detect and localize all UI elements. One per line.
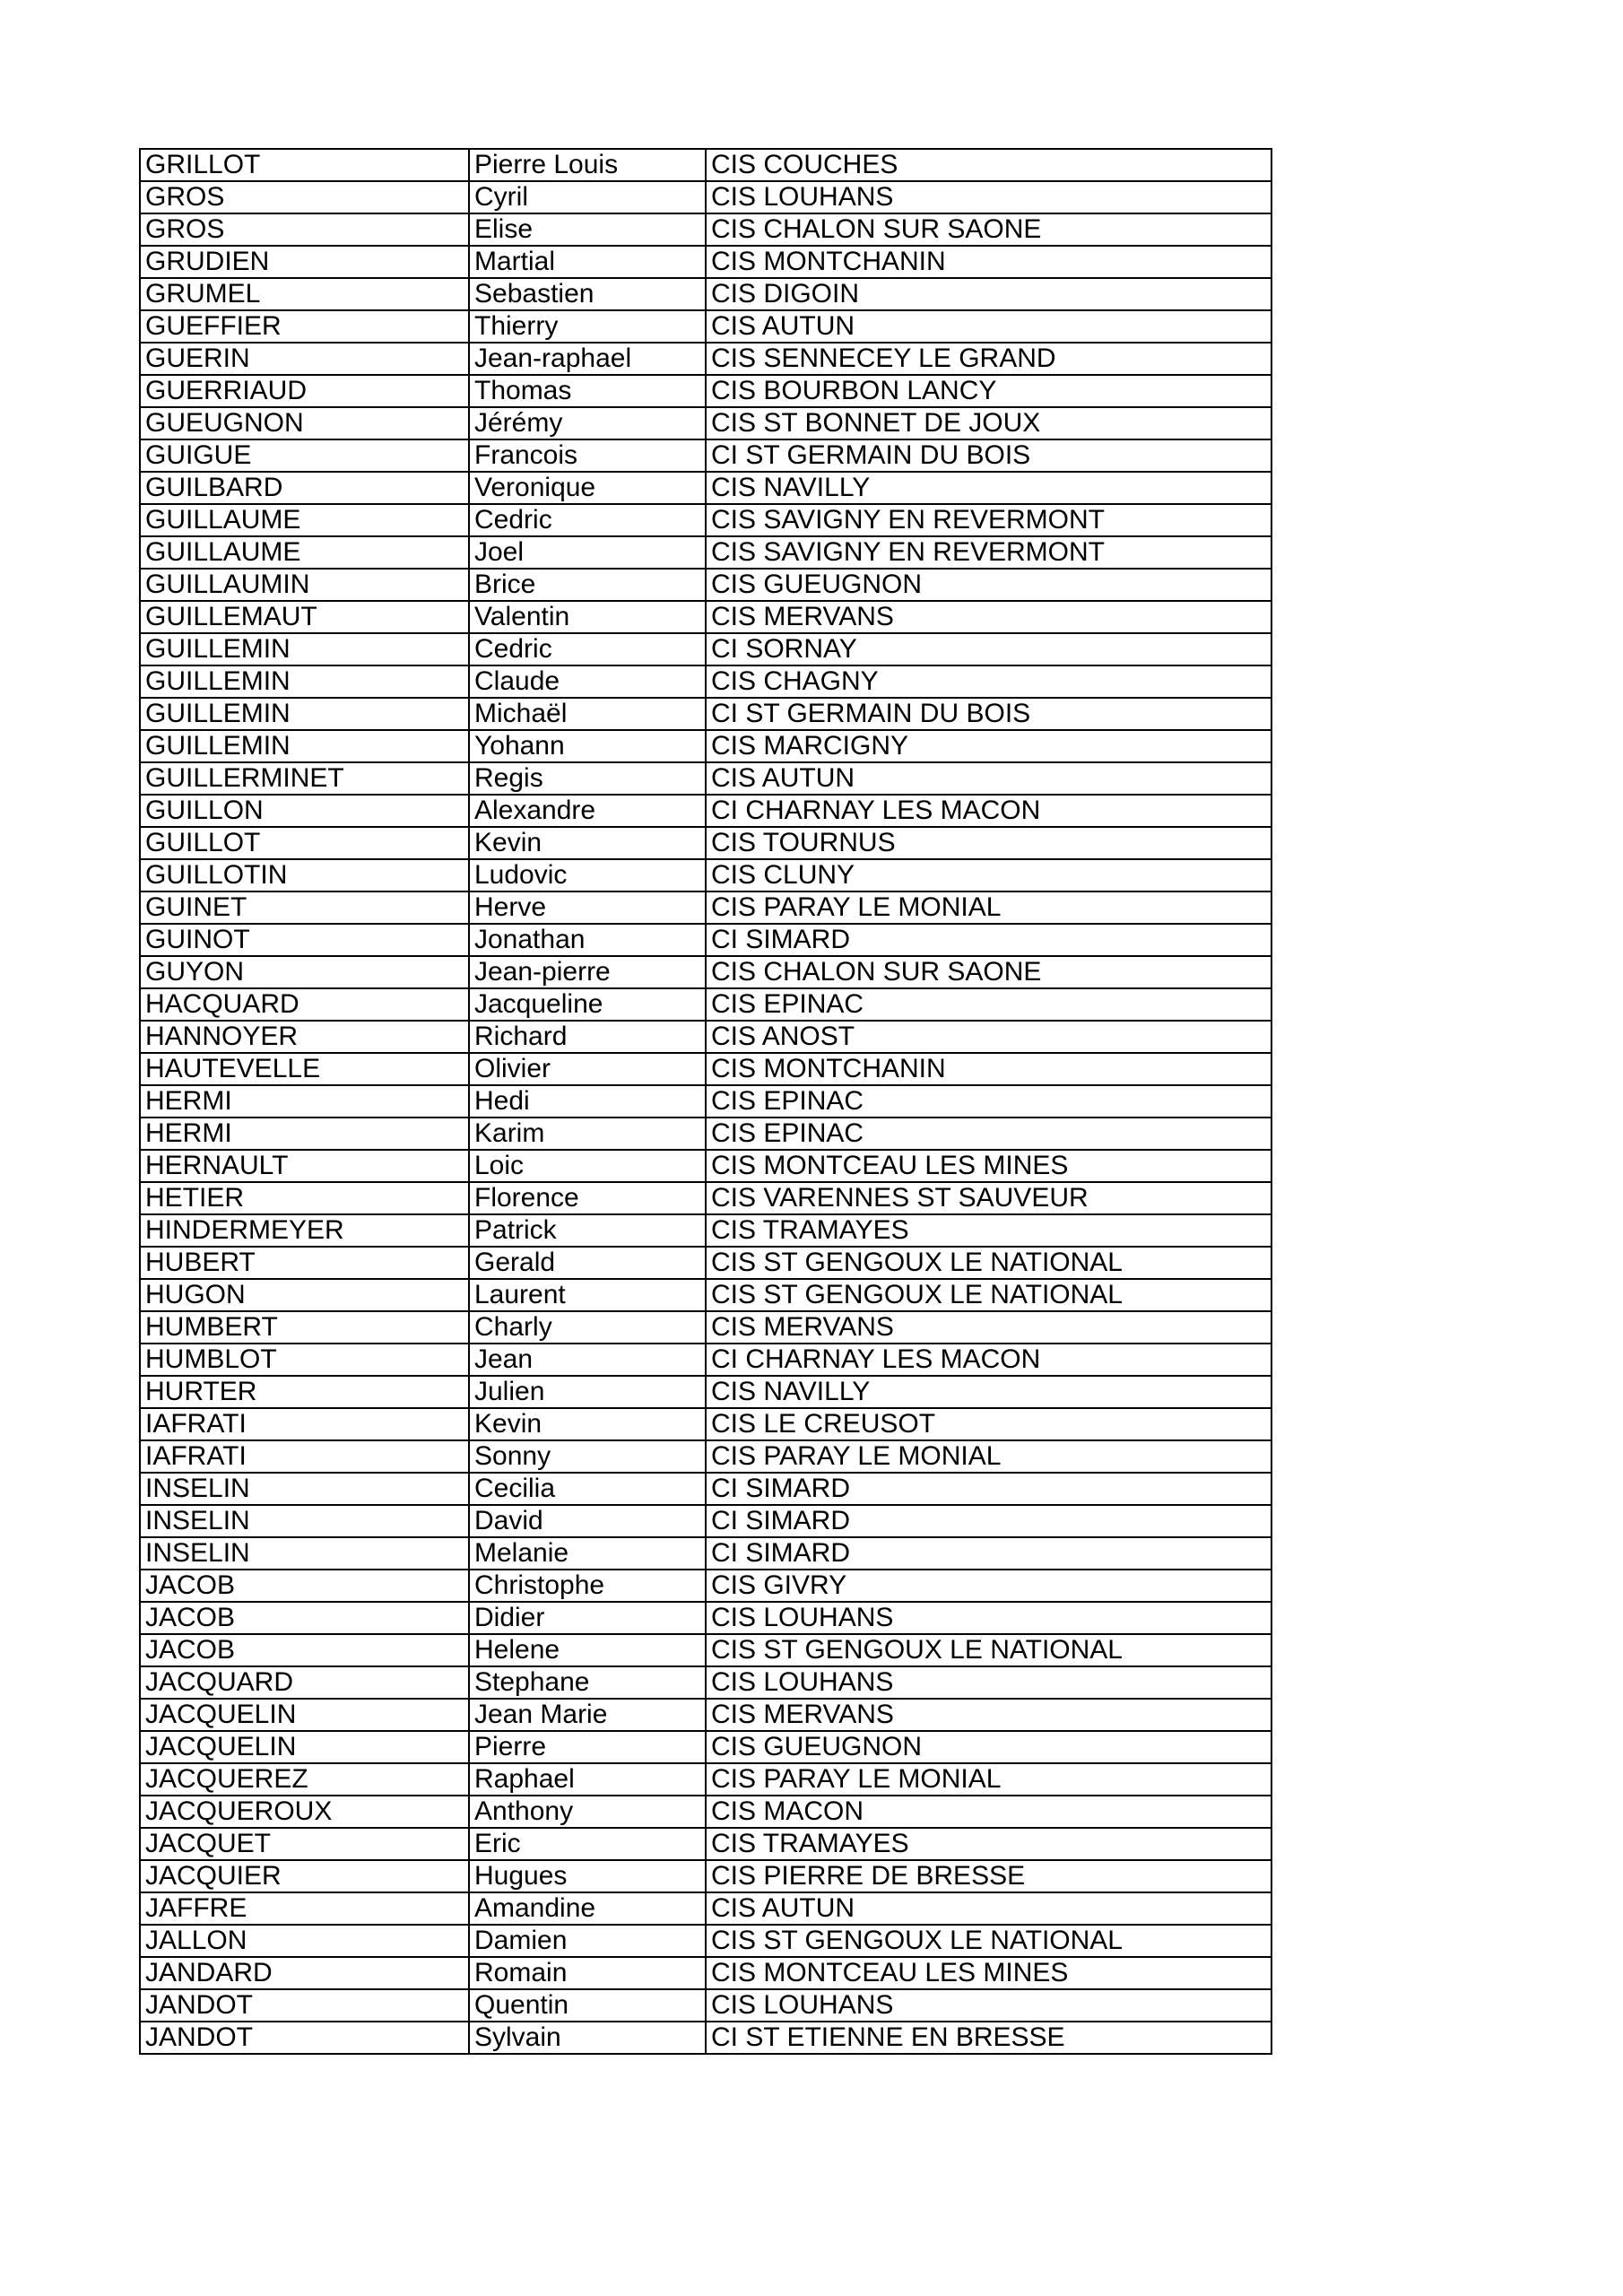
- last-name-cell: HERMI: [140, 1085, 469, 1118]
- first-name-cell: Brice: [469, 569, 706, 601]
- first-name-cell: Eric: [469, 1828, 706, 1860]
- last-name-cell: HERMI: [140, 1118, 469, 1150]
- last-name-cell: JANDOT: [140, 2022, 469, 2054]
- table-row: [140, 1053, 1271, 1085]
- table-row: [140, 1214, 1271, 1247]
- station-cell: CI CHARNAY LES MACON: [706, 1344, 1271, 1376]
- station-cell: CIS AUTUN: [706, 1892, 1271, 1925]
- table-row: [140, 1376, 1271, 1408]
- station-cell: CIS MERVANS: [706, 601, 1271, 633]
- station-cell: CI CHARNAY LES MACON: [706, 795, 1271, 827]
- table-row: [140, 1666, 1271, 1699]
- station-cell: CIS ANOST: [706, 1021, 1271, 1053]
- station-cell: CIS MONTCHANIN: [706, 246, 1271, 278]
- station-cell: CIS CHAGNY: [706, 665, 1271, 698]
- roster-table-body: [140, 149, 1271, 2054]
- table-row: [140, 246, 1271, 278]
- station-cell: CIS LE CREUSOT: [706, 1408, 1271, 1440]
- station-cell: CIS PIERRE DE BRESSE: [706, 1860, 1271, 1892]
- last-name-cell: GUILLEMIN: [140, 633, 469, 665]
- table-row: [140, 1247, 1271, 1279]
- last-name-cell: GUEFFIER: [140, 310, 469, 343]
- first-name-cell: Jean: [469, 1344, 706, 1376]
- station-cell: CIS SAVIGNY EN REVERMONT: [706, 536, 1271, 569]
- last-name-cell: GUERIN: [140, 343, 469, 375]
- station-cell: CI ST GERMAIN DU BOIS: [706, 439, 1271, 472]
- table-row: [140, 1440, 1271, 1473]
- first-name-cell: Thierry: [469, 310, 706, 343]
- first-name-cell: Patrick: [469, 1214, 706, 1247]
- last-name-cell: GUILLON: [140, 795, 469, 827]
- last-name-cell: HINDERMEYER: [140, 1214, 469, 1247]
- last-name-cell: GUILLAUME: [140, 536, 469, 569]
- table-row: [140, 1828, 1271, 1860]
- table-row: [140, 1408, 1271, 1440]
- last-name-cell: JAFFRE: [140, 1892, 469, 1925]
- first-name-cell: Karim: [469, 1118, 706, 1150]
- table-row: [140, 956, 1271, 988]
- first-name-cell: Regis: [469, 762, 706, 795]
- station-cell: CIS MONTCHANIN: [706, 1053, 1271, 1085]
- station-cell: CIS ST GENGOUX LE NATIONAL: [706, 1634, 1271, 1666]
- last-name-cell: JACOB: [140, 1570, 469, 1602]
- last-name-cell: HANNOYER: [140, 1021, 469, 1053]
- table-row: [140, 2022, 1271, 2054]
- table-row: [140, 1602, 1271, 1634]
- table-row: [140, 698, 1271, 730]
- table-row: [140, 1473, 1271, 1505]
- last-name-cell: GUILBARD: [140, 472, 469, 504]
- last-name-cell: GUEUGNON: [140, 407, 469, 439]
- first-name-cell: Helene: [469, 1634, 706, 1666]
- first-name-cell: Laurent: [469, 1279, 706, 1311]
- station-cell: CIS MARCIGNY: [706, 730, 1271, 762]
- table-row: [140, 536, 1271, 569]
- table-row: [140, 633, 1271, 665]
- first-name-cell: Francois: [469, 439, 706, 472]
- last-name-cell: GUILLEMAUT: [140, 601, 469, 633]
- table-row: [140, 1085, 1271, 1118]
- station-cell: CIS GIVRY: [706, 1570, 1271, 1602]
- table-row: [140, 891, 1271, 924]
- first-name-cell: Jonathan: [469, 924, 706, 956]
- first-name-cell: Florence: [469, 1182, 706, 1214]
- first-name-cell: Alexandre: [469, 795, 706, 827]
- first-name-cell: Yohann: [469, 730, 706, 762]
- first-name-cell: Ludovic: [469, 859, 706, 891]
- station-cell: CIS DIGOIN: [706, 278, 1271, 310]
- table-row: [140, 1957, 1271, 1989]
- last-name-cell: INSELIN: [140, 1473, 469, 1505]
- table-row: [140, 375, 1271, 407]
- table-row: [140, 181, 1271, 213]
- table-row: [140, 1021, 1271, 1053]
- table-row: [140, 859, 1271, 891]
- table-row: [140, 762, 1271, 795]
- station-cell: CIS TRAMAYES: [706, 1214, 1271, 1247]
- table-row: [140, 795, 1271, 827]
- last-name-cell: GUILLEMIN: [140, 698, 469, 730]
- table-row: [140, 1731, 1271, 1763]
- station-cell: CIS CLUNY: [706, 859, 1271, 891]
- table-row: [140, 924, 1271, 956]
- last-name-cell: GUILLERMINET: [140, 762, 469, 795]
- table-row: [140, 343, 1271, 375]
- table-row: [140, 827, 1271, 859]
- last-name-cell: JANDOT: [140, 1989, 469, 2022]
- last-name-cell: JACOB: [140, 1634, 469, 1666]
- station-cell: CIS MACON: [706, 1796, 1271, 1828]
- station-cell: CIS MONTCEAU LES MINES: [706, 1150, 1271, 1182]
- roster-table: [139, 148, 1272, 2055]
- table-row: [140, 1537, 1271, 1570]
- table-row: [140, 1892, 1271, 1925]
- station-cell: CI SIMARD: [706, 1505, 1271, 1537]
- station-cell: CIS TRAMAYES: [706, 1828, 1271, 1860]
- station-cell: CIS AUTUN: [706, 310, 1271, 343]
- first-name-cell: Charly: [469, 1311, 706, 1344]
- first-name-cell: Hedi: [469, 1085, 706, 1118]
- first-name-cell: Kevin: [469, 827, 706, 859]
- last-name-cell: GUERRIAUD: [140, 375, 469, 407]
- first-name-cell: Claude: [469, 665, 706, 698]
- station-cell: CIS CHALON SUR SAONE: [706, 213, 1271, 246]
- table-row: [140, 665, 1271, 698]
- table-row: [140, 1634, 1271, 1666]
- first-name-cell: Anthony: [469, 1796, 706, 1828]
- station-cell: CIS ST GENGOUX LE NATIONAL: [706, 1925, 1271, 1957]
- last-name-cell: GROS: [140, 181, 469, 213]
- last-name-cell: JACOB: [140, 1602, 469, 1634]
- last-name-cell: HAUTEVELLE: [140, 1053, 469, 1085]
- first-name-cell: Jacqueline: [469, 988, 706, 1021]
- station-cell: CIS NAVILLY: [706, 1376, 1271, 1408]
- last-name-cell: HUMBERT: [140, 1311, 469, 1344]
- first-name-cell: Damien: [469, 1925, 706, 1957]
- table-row: [140, 472, 1271, 504]
- first-name-cell: Cyril: [469, 181, 706, 213]
- station-cell: CIS GUEUGNON: [706, 569, 1271, 601]
- first-name-cell: Romain: [469, 1957, 706, 1989]
- table-row: [140, 310, 1271, 343]
- station-cell: CIS GUEUGNON: [706, 1731, 1271, 1763]
- first-name-cell: Cecilia: [469, 1473, 706, 1505]
- last-name-cell: GUYON: [140, 956, 469, 988]
- station-cell: CI ST ETIENNE EN BRESSE: [706, 2022, 1271, 2054]
- table-row: [140, 439, 1271, 472]
- first-name-cell: Hugues: [469, 1860, 706, 1892]
- first-name-cell: Jérémy: [469, 407, 706, 439]
- last-name-cell: JACQUEROUX: [140, 1796, 469, 1828]
- first-name-cell: Didier: [469, 1602, 706, 1634]
- first-name-cell: Gerald: [469, 1247, 706, 1279]
- station-cell: CIS LOUHANS: [706, 1602, 1271, 1634]
- station-cell: CIS LOUHANS: [706, 1989, 1271, 2022]
- first-name-cell: Stephane: [469, 1666, 706, 1699]
- station-cell: CIS PARAY LE MONIAL: [706, 1440, 1271, 1473]
- table-row: [140, 730, 1271, 762]
- first-name-cell: Raphael: [469, 1763, 706, 1796]
- last-name-cell: GUIGUE: [140, 439, 469, 472]
- station-cell: CIS ST GENGOUX LE NATIONAL: [706, 1247, 1271, 1279]
- table-row: [140, 1989, 1271, 2022]
- station-cell: CIS VARENNES ST SAUVEUR: [706, 1182, 1271, 1214]
- table-row: [140, 601, 1271, 633]
- table-row: [140, 1699, 1271, 1731]
- last-name-cell: GUINET: [140, 891, 469, 924]
- last-name-cell: JALLON: [140, 1925, 469, 1957]
- table-row: [140, 1796, 1271, 1828]
- last-name-cell: GRILLOT: [140, 149, 469, 181]
- last-name-cell: GUILLEMIN: [140, 730, 469, 762]
- first-name-cell: Joel: [469, 536, 706, 569]
- station-cell: CI SIMARD: [706, 1473, 1271, 1505]
- roster-sheet: [139, 148, 1271, 2055]
- last-name-cell: GRUDIEN: [140, 246, 469, 278]
- last-name-cell: HETIER: [140, 1182, 469, 1214]
- station-cell: CIS LOUHANS: [706, 1666, 1271, 1699]
- last-name-cell: INSELIN: [140, 1505, 469, 1537]
- last-name-cell: JACQUELIN: [140, 1699, 469, 1731]
- first-name-cell: Christophe: [469, 1570, 706, 1602]
- station-cell: CI SORNAY: [706, 633, 1271, 665]
- first-name-cell: Valentin: [469, 601, 706, 633]
- last-name-cell: HERNAULT: [140, 1150, 469, 1182]
- last-name-cell: HUBERT: [140, 1247, 469, 1279]
- first-name-cell: Loic: [469, 1150, 706, 1182]
- first-name-cell: Amandine: [469, 1892, 706, 1925]
- station-cell: CIS BOURBON LANCY: [706, 375, 1271, 407]
- station-cell: CIS MERVANS: [706, 1699, 1271, 1731]
- station-cell: CIS CHALON SUR SAONE: [706, 956, 1271, 988]
- first-name-cell: Richard: [469, 1021, 706, 1053]
- table-row: [140, 1570, 1271, 1602]
- last-name-cell: JANDARD: [140, 1957, 469, 1989]
- table-row: [140, 149, 1271, 181]
- table-row: [140, 504, 1271, 536]
- station-cell: CI ST GERMAIN DU BOIS: [706, 698, 1271, 730]
- station-cell: CIS SAVIGNY EN REVERMONT: [706, 504, 1271, 536]
- station-cell: CIS EPINAC: [706, 1118, 1271, 1150]
- table-row: [140, 988, 1271, 1021]
- first-name-cell: David: [469, 1505, 706, 1537]
- first-name-cell: Sonny: [469, 1440, 706, 1473]
- table-row: [140, 1311, 1271, 1344]
- last-name-cell: GUILLAUMIN: [140, 569, 469, 601]
- station-cell: CIS MONTCEAU LES MINES: [706, 1957, 1271, 1989]
- table-row: [140, 278, 1271, 310]
- last-name-cell: HUGON: [140, 1279, 469, 1311]
- last-name-cell: GUILLEMIN: [140, 665, 469, 698]
- first-name-cell: Pierre Louis: [469, 149, 706, 181]
- first-name-cell: Thomas: [469, 375, 706, 407]
- table-row: [140, 1505, 1271, 1537]
- station-cell: CIS NAVILLY: [706, 472, 1271, 504]
- first-name-cell: Quentin: [469, 1989, 706, 2022]
- table-row: [140, 1150, 1271, 1182]
- last-name-cell: GROS: [140, 213, 469, 246]
- station-cell: CIS ST BONNET DE JOUX: [706, 407, 1271, 439]
- first-name-cell: Elise: [469, 213, 706, 246]
- first-name-cell: Cedric: [469, 633, 706, 665]
- first-name-cell: Martial: [469, 246, 706, 278]
- last-name-cell: JACQUEREZ: [140, 1763, 469, 1796]
- first-name-cell: Sebastien: [469, 278, 706, 310]
- table-row: [140, 1860, 1271, 1892]
- station-cell: CIS ST GENGOUX LE NATIONAL: [706, 1279, 1271, 1311]
- station-cell: CIS EPINAC: [706, 988, 1271, 1021]
- last-name-cell: HUMBLOT: [140, 1344, 469, 1376]
- first-name-cell: Herve: [469, 891, 706, 924]
- last-name-cell: JACQUELIN: [140, 1731, 469, 1763]
- first-name-cell: Julien: [469, 1376, 706, 1408]
- first-name-cell: Michaël: [469, 698, 706, 730]
- station-cell: CIS PARAY LE MONIAL: [706, 891, 1271, 924]
- last-name-cell: INSELIN: [140, 1537, 469, 1570]
- station-cell: CIS AUTUN: [706, 762, 1271, 795]
- table-row: [140, 1118, 1271, 1150]
- first-name-cell: Olivier: [469, 1053, 706, 1085]
- table-row: [140, 1182, 1271, 1214]
- table-row: [140, 407, 1271, 439]
- station-cell: CIS COUCHES: [706, 149, 1271, 181]
- last-name-cell: GUILLAUME: [140, 504, 469, 536]
- last-name-cell: GRUMEL: [140, 278, 469, 310]
- table-row: [140, 1925, 1271, 1957]
- last-name-cell: JACQUET: [140, 1828, 469, 1860]
- table-row: [140, 213, 1271, 246]
- first-name-cell: Jean-pierre: [469, 956, 706, 988]
- table-row: [140, 1344, 1271, 1376]
- last-name-cell: GUILLOTIN: [140, 859, 469, 891]
- table-row: [140, 1763, 1271, 1796]
- last-name-cell: GUINOT: [140, 924, 469, 956]
- station-cell: CIS TOURNUS: [706, 827, 1271, 859]
- first-name-cell: Melanie: [469, 1537, 706, 1570]
- station-cell: CIS SENNECEY LE GRAND: [706, 343, 1271, 375]
- last-name-cell: HURTER: [140, 1376, 469, 1408]
- station-cell: CI SIMARD: [706, 924, 1271, 956]
- last-name-cell: IAFRATI: [140, 1440, 469, 1473]
- table-row: [140, 569, 1271, 601]
- last-name-cell: IAFRATI: [140, 1408, 469, 1440]
- station-cell: CIS MERVANS: [706, 1311, 1271, 1344]
- station-cell: CIS LOUHANS: [706, 181, 1271, 213]
- last-name-cell: JACQUIER: [140, 1860, 469, 1892]
- first-name-cell: Jean Marie: [469, 1699, 706, 1731]
- first-name-cell: Jean-raphael: [469, 343, 706, 375]
- table-row: [140, 1279, 1271, 1311]
- station-cell: CIS EPINAC: [706, 1085, 1271, 1118]
- first-name-cell: Sylvain: [469, 2022, 706, 2054]
- last-name-cell: HACQUARD: [140, 988, 469, 1021]
- first-name-cell: Cedric: [469, 504, 706, 536]
- station-cell: CI SIMARD: [706, 1537, 1271, 1570]
- last-name-cell: GUILLOT: [140, 827, 469, 859]
- first-name-cell: Veronique: [469, 472, 706, 504]
- last-name-cell: JACQUARD: [140, 1666, 469, 1699]
- first-name-cell: Pierre: [469, 1731, 706, 1763]
- station-cell: CIS PARAY LE MONIAL: [706, 1763, 1271, 1796]
- first-name-cell: Kevin: [469, 1408, 706, 1440]
